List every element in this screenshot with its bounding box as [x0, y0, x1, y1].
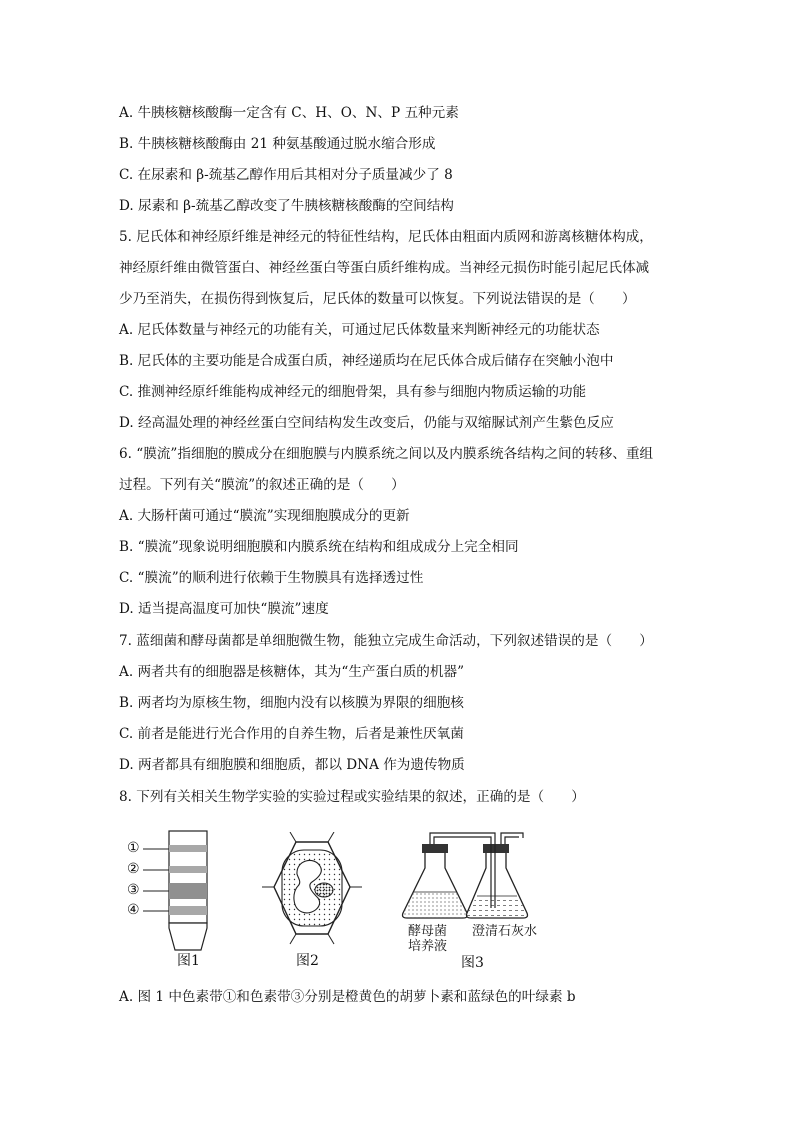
figure-1-chromatography [125, 828, 225, 973]
q7-option-a: A. 两者共有的细胞器是核糖体，其为“生产蛋白质的机器” [119, 664, 465, 680]
figure-2-plant-cell [262, 832, 362, 947]
q6-option-c: C. “膜流”的顺利进行依赖于生物膜具有选择透过性 [119, 570, 424, 586]
chromatography-strip-diagram [125, 828, 225, 973]
figure-2-caption: 图2 [296, 953, 319, 969]
q8-option-a: A. 图 1 中色素带①和色素带③分别是橙黄色的胡萝卜素和蓝绿色的叶绿素 b [119, 989, 576, 1005]
q4-option-a: A. 牛胰核糖核酸酶一定含有 C、H、O、N、P 五种元素 [119, 105, 459, 121]
band-label-4: ④ [127, 902, 140, 918]
q4-option-d: D. 尿素和 β-巯基乙醇改变了牛胰核糖核酸酶的空间结构 [119, 198, 454, 214]
q5-option-c: C. 推测神经原纤维能构成神经元的细胞骨架，具有参与细胞内物质运输的功能 [119, 384, 587, 400]
q7-stem: 7. 蓝细菌和酵母菌都是单细胞微生物，能独立完成生命活动，下列叙述错误的是（ ） [119, 633, 653, 649]
q5-stem-line-2: 神经原纤维由微管蛋白、神经丝蛋白等蛋白质纤维构成。当神经元损伤时能引起尼氏体减 [119, 260, 650, 276]
q6-stem-line-1: 6. “膜流”指细胞的膜成分在细胞膜与内膜系统之间以及内膜系统各结构之间的转移、重组 [119, 446, 654, 462]
band-label-2: ② [127, 861, 140, 877]
q5-option-b: B. 尼氏体的主要功能是合成蛋白质，神经递质均在尼氏体合成后储存在突触小泡中 [119, 353, 614, 369]
figure-3-caption: 图3 [461, 955, 484, 971]
q8-stem: 8. 下列有关相关生物学实验的实验过程或实验结果的叙述，正确的是（ ） [119, 789, 585, 805]
band-label-1: ① [127, 840, 140, 856]
plant-cell-diagram [262, 832, 362, 947]
q5-option-a: A. 尼氏体数量与神经元的功能有关，可通过尼氏体数量来判断神经元的功能状态 [119, 322, 600, 338]
q6-stem-line-2: 过程。下列有关“膜流”的叙述正确的是（ ） [119, 477, 405, 493]
figure-3-apparatus [395, 828, 545, 928]
band-label-3: ③ [127, 882, 140, 898]
fermentation-flasks-diagram [395, 828, 545, 928]
q6-option-a: A. 大肠杆菌可通过“膜流”实现细胞膜成分的更新 [119, 508, 410, 524]
q4-option-c: C. 在尿素和 β-巯基乙醇作用后其相对分子质量减少了 8 [119, 167, 453, 183]
q7-option-d: D. 两者都具有细胞膜和细胞质，都以 DNA 作为遗传物质 [119, 757, 465, 773]
figure-1-caption: 图1 [177, 953, 200, 969]
q7-option-c: C. 前者是能进行光合作用的自养生物，后者是兼性厌氧菌 [119, 726, 464, 742]
q4-option-b: B. 牛胰核糖核酸酶由 21 种氨基酸通过脱水缩合形成 [119, 136, 436, 152]
flask-right-label: 澄清石灰水 [472, 924, 538, 939]
q5-stem-line-1: 5. 尼氏体和神经原纤维是神经元的特征性结构，尼氏体由粗面内质网和游离核糖体构成， [119, 229, 653, 245]
q5-option-d: D. 经高温处理的神经丝蛋白空间结构发生改变后，仍能与双缩脲试剂产生紫色反应 [119, 415, 614, 431]
q7-option-b: B. 两者均为原核生物，细胞内没有以核膜为界限的细胞核 [119, 695, 464, 711]
q6-option-b: B. “膜流”现象说明细胞膜和内膜系统在结构和组成成分上完全相同 [119, 539, 519, 555]
q6-option-d: D. 适当提高温度可加快“膜流”速度 [119, 601, 329, 617]
flask-left-label-1: 酵母菌 [408, 924, 448, 939]
flask-left-label-2: 培养液 [408, 939, 448, 954]
q5-stem-line-3: 少乃至消失，在损伤得到恢复后，尼氏体的数量可以恢复。下列说法错误的是（ ） [119, 291, 636, 307]
